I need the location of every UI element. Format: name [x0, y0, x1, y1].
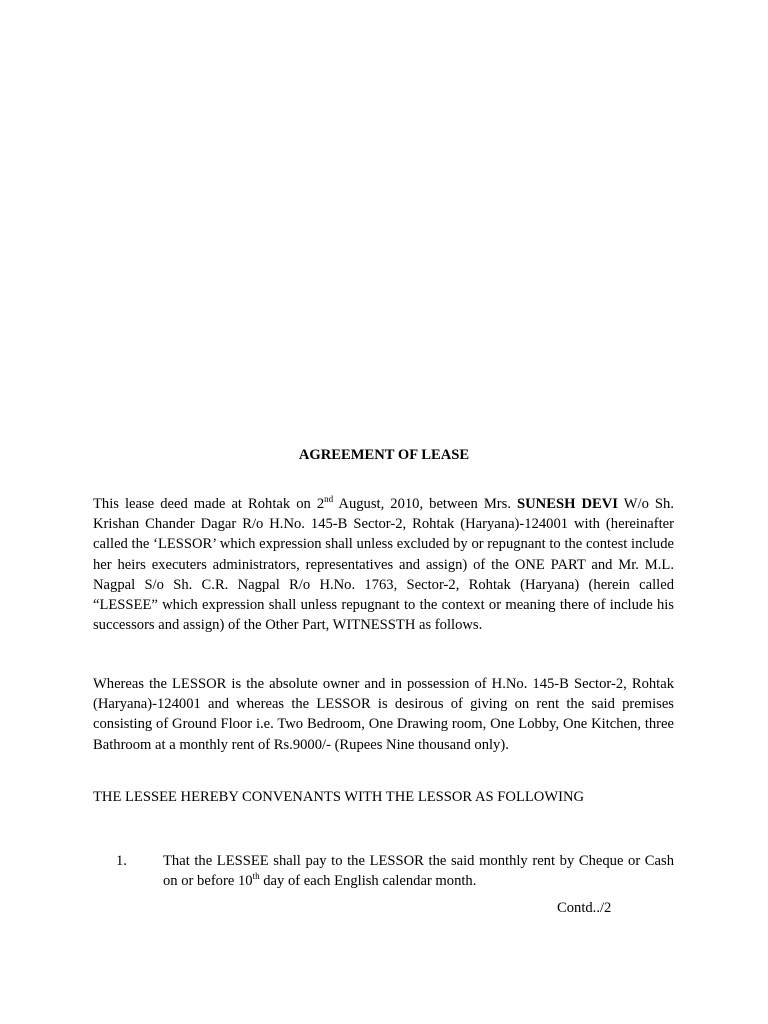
clause-ordinal-suffix: th: [252, 871, 260, 882]
intro-text-rest: W/o Sh. Krishan Chander Dagar R/o H.No. 145-B Sector-2, Rohtak (Haryana)-124001 with (hereinafter called the ‘LESSOR’ which expression shall unless excluded by or repugnant to the contest include her heirs executers administrators, representatives and assign) of the ONE PART and Mr. M.L. Nagpal S/o Sh. C.R. Nagpal R/o H.No. 1763, Sector-2, Rohtak (Haryana) (herein called “LESSEE” which expression shall unless repugnant to the context or meaning there of include his successors and assign) of the Other Part, WITNESSTH as follows.: [93, 496, 674, 634]
clause-text-end: day of each English calendar month.: [259, 873, 477, 890]
intro-paragraph: [93, 494, 674, 635]
clause-text: [163, 851, 674, 891]
intro-text-date: August, 2010, between Mrs.: [333, 496, 518, 512]
date-ordinal-suffix: nd: [324, 494, 334, 504]
intro-text-start: This lease deed made at Rohtak on 2: [93, 496, 325, 512]
document-title: AGREEMENT OF LEASE: [298, 447, 470, 463]
whereas-paragraph: Whereas the LESSOR is the absolute owner and in possession of H.No. 145-B Sector-2, Rohtak (Haryana)-124001 and whereas the LESSOR is desirous of giving on rent the said premises consisting of Ground Floor i.e. Two Bedroom, One Drawing room, One Lobby, One Kitchen, three Bathroom at a monthly rent of Rs.9000/- (Rupees Nine thousand only).: [93, 676, 674, 753]
covenants-heading: THE LESSEE HEREBY CONVENANTS WITH THE LESSOR AS FOLLOWING: [93, 789, 585, 805]
clause-number: 1.: [116, 853, 127, 869]
clause-text-start: That the LESSEE shall pay to the LESSOR the said monthly rent by Cheque or Cash on or before 10: [163, 853, 674, 890]
lessor-name: SUNESH DEVI: [517, 496, 618, 512]
continuation-note: Contd../2: [557, 900, 612, 916]
